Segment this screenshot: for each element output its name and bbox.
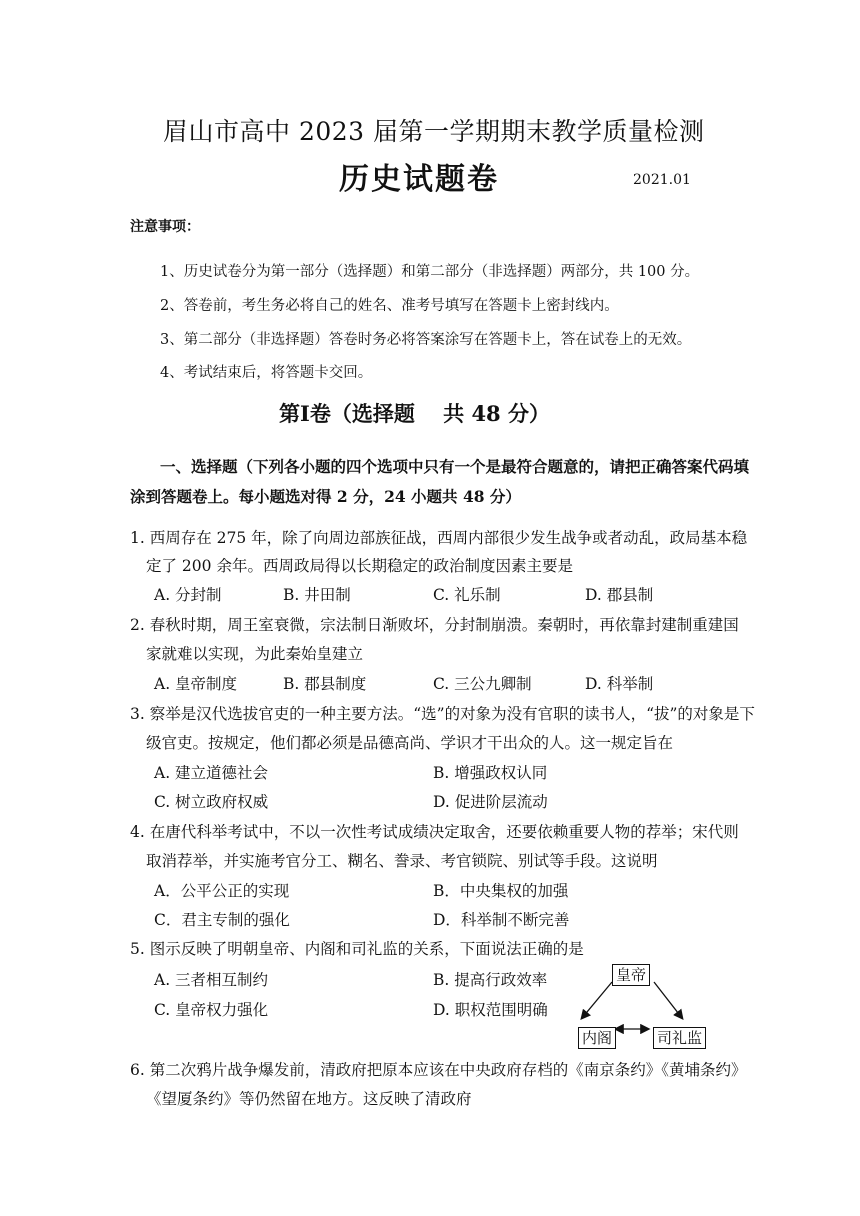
question-stem: 5. 图示反映了明朝皇帝、内阁和司礼监的关系，下面说法正确的是 [130, 940, 584, 958]
exam-title: 眉山市高中 2023 届第一学期期末教学质量检测 [163, 117, 705, 146]
option-d: D．科举制不断完善 [433, 911, 570, 929]
notice-item: 2、答卷前，考生务必将自己的姓名、准考号填写在答题卡上密封线内。 [160, 298, 619, 314]
exam-date: 2021.01 [633, 172, 691, 188]
option-c: C. 三公九卿制 [433, 675, 532, 693]
diagram-node-emperor: 皇帝 [612, 964, 650, 986]
question-stem: 3. 察举是汉代选拔官吏的一种主要方法。“选”的对象为没有官职的读书人，“拔”的对象是下 [130, 705, 755, 723]
option-b: B. 井田制 [283, 586, 351, 604]
option-d: D. 郡县制 [585, 586, 654, 604]
option-a: A. 皇帝制度 [154, 675, 238, 693]
option-c: C．君主专制的强化 [154, 911, 290, 929]
diagram-node-eunuch-office: 司礼监 [653, 1027, 706, 1049]
option-d: D. 职权范围明确 [433, 1001, 548, 1019]
option-a: A. 建立道德社会 [154, 764, 269, 782]
option-b: B. 增强政权认同 [433, 764, 548, 782]
option-c: C. 礼乐制 [433, 586, 501, 604]
notice-item: 1、历史试卷分为第一部分（选择题）和第二部分（非选择题）两部分，共 100 分。 [160, 264, 700, 280]
option-b: B．中央集权的加强 [433, 882, 569, 900]
option-d: D. 促进阶层流动 [433, 793, 548, 811]
option-a: A. 三者相互制约 [154, 971, 269, 989]
question-stem: 取消荐举，并实施考官分工、糊名、誊录、考官锁院、别试等手段。这说明 [146, 852, 658, 870]
exam-subtitle: 历史试题卷 [339, 162, 499, 197]
section-instruction: 一、选择题（下列各小题的四个选项中只有一个是最符合题意的，请把正确答案代码填 [160, 457, 750, 476]
question-stem: 级官吏。按规定，他们都必须是品德高尚、学识才干出众的人。这一规定旨在 [146, 734, 674, 752]
arrow-emperor-to-eunuch-office [654, 982, 682, 1018]
question-stem: 《望厦条约》等仍然留在地方。这反映了清政府 [146, 1090, 472, 1108]
option-c: C. 树立政府权威 [154, 793, 269, 811]
diagram-node-cabinet: 内阁 [578, 1027, 616, 1049]
notice-item: 4、考试结束后，将答题卡交回。 [160, 365, 373, 381]
section-title: 第Ⅰ卷（选择题 共 48 分） [279, 401, 550, 426]
notice-item: 3、第二部分（非选择题）答卷时务必将答案涂写在答题卡上，答在试卷上的无效。 [160, 332, 692, 348]
question-stem: 2. 春秋时期，周王室衰微，宗法制日渐败坏，分封制崩溃。秦朝时，再依靠封建制重建国 [130, 616, 739, 634]
question-stem: 定了 200 余年。西周政局得以长期稳定的政治制度因素主要是 [146, 557, 573, 575]
arrow-emperor-to-cabinet [582, 982, 612, 1018]
question-stem: 4. 在唐代科举考试中，不以一次性考试成绩决定取舍，还要依赖重要人物的荐举；宋代则 [130, 823, 739, 841]
option-b: B. 提高行政效率 [433, 971, 548, 989]
notice-heading: 注意事项： [130, 219, 200, 235]
option-a: A．公平公正的实现 [154, 882, 290, 900]
question-stem: 6. 第二次鸦片战争爆发前，清政府把原本应该在中央政府存档的《南京条约》《黄埔条约》 [130, 1061, 747, 1079]
option-a: A. 分封制 [154, 586, 222, 604]
question-stem: 家就难以实现，为此秦始皇建立 [146, 645, 364, 663]
option-d: D. 科举制 [585, 675, 654, 693]
option-b: B. 郡县制度 [283, 675, 367, 693]
question-stem: 1. 西周存在 275 年，除了向周边部族征战，西周内部很少发生战争或者动乱，政局基本稳 [130, 529, 748, 547]
option-c: C. 皇帝权力强化 [154, 1001, 269, 1019]
section-instruction: 涂到答题卷上。每小题选对得 2 分，24 小题共 48 分） [130, 487, 521, 506]
